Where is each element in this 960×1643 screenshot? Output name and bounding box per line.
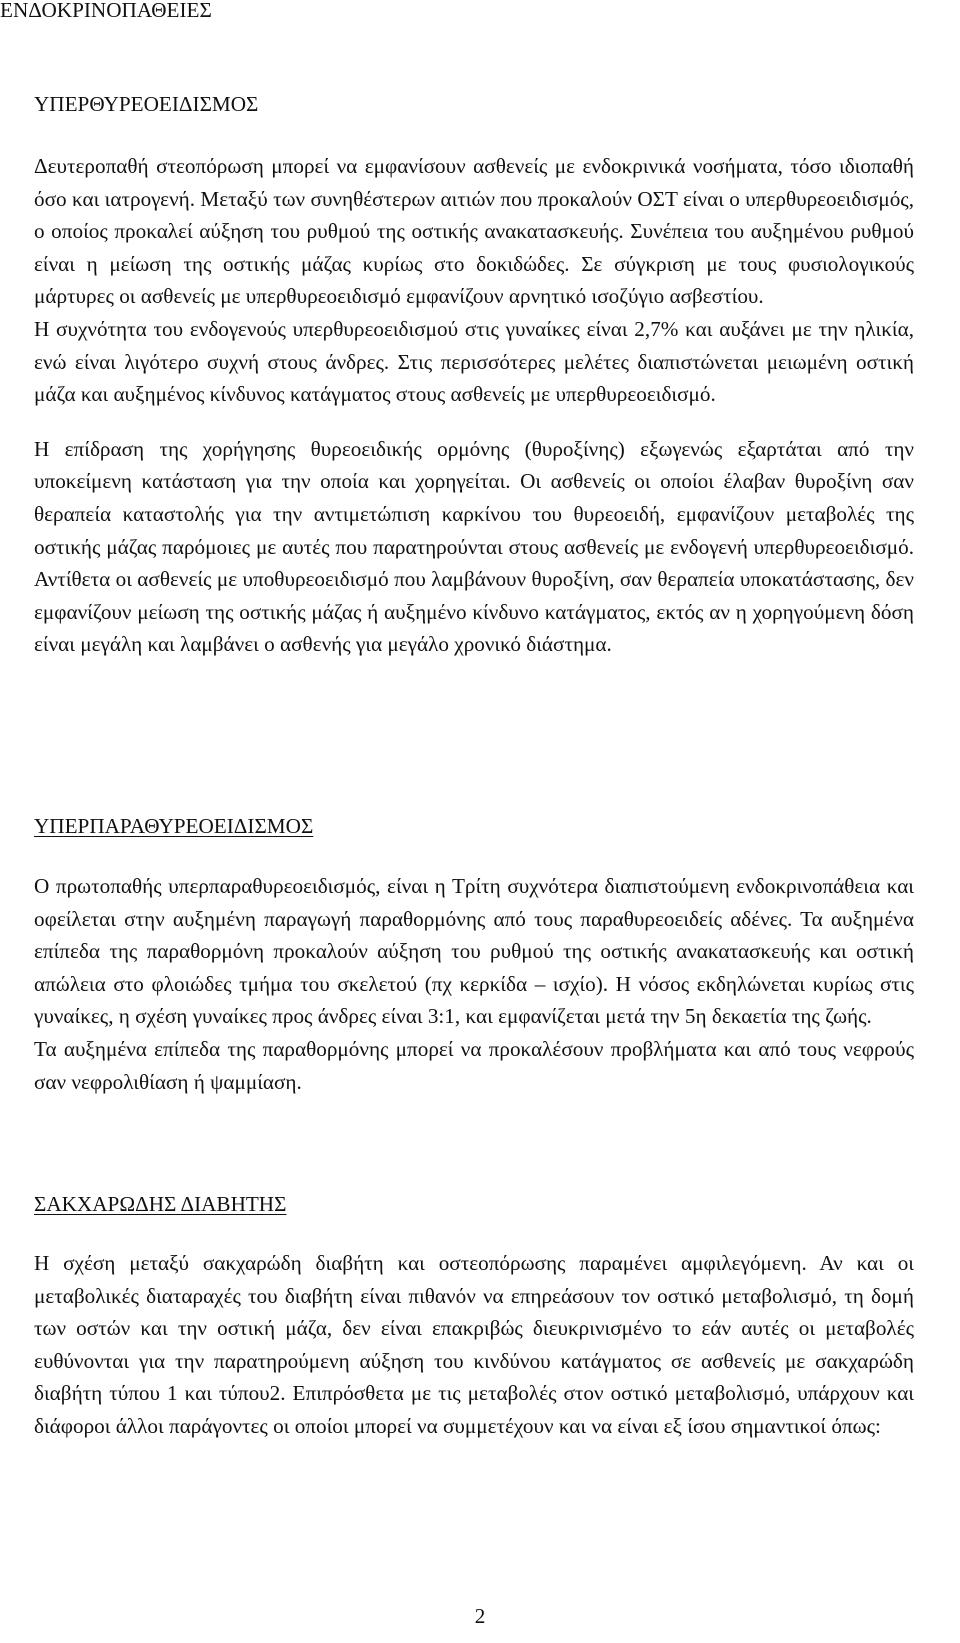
paragraph: Η επίδραση της χορήγησης θυρεοειδικής ορμόνης (θυροξίνης) εξωγενώς εξαρτάται από την υποκείμενη κατάσταση για την οποία και χορηγείται. Οι ασθενείς οι οποίοι έλαβαν θυροξίνη σαν θεραπεία καταστολής για την αντιμετώπιση καρκίνου του θυρεοειδή, εμφανίζουν μεταβολές της οστικής μάζας παρόμοιες με αυτές που παρατηρούνται στους ασθενείς με ενδογενή υπερθυρεοειδισμό. Αντίθετα οι ασθενείς με υποθυρεοειδισμό που λαμβάνουν θυροξίνη, σαν θεραπεία υποκατάστασης, δεν εμφανίζουν μείωση της οστικής μάζας ή αυξημένο κίνδυνο κατάγματος, εκτός αν η χορηγούμενη δόση είναι μεγάλη και λαμβάνει ο ασθενής για μεγάλο χρονικό διάστημα.: [34, 436, 914, 657]
paragraph: Δευτεροπαθή στεοπόρωση μπορεί να εμφανίσουν ασθενείς με ενδοκρινικά νοσήματα, τόσο ιδιοπαθή όσο και ιατρογενή. Μεταξύ των συνηθέστερων αιτιών που προκαλούν ΟΣΤ είναι ο υπερθυρεοειδισμός, ο οποίος προκαλεί αύξηση του ρυθμού της οστικής ανακατασκευής. Συνέπεια του αυξημένου ρυθμού είναι η μείωση της οστικής μάζας κυρίως στο δοκιδώδες. Σε σύγκριση με τους φυσιολογικούς μάρτυρες οι ασθενείς με υπερθυρεοειδισμό εμφανίζουν αρνητικό ισοζύγιο ασβεστίου.: [34, 154, 914, 309]
paragraph: Η σχέση μεταξύ σακχαρώδη διαβήτη και οστεοπόρωσης παραμένει αμφιλεγόμενη. Αν και οι μεταβολικές διαταραχές του διαβήτη είναι πιθανόν να επηρεάσουν τον οστικό μεταβολισμό, τη δομή των οστών και την οστική μάζα, δεν είναι επακριβώς διευκρινισμένο το εάν αυτές οι μεταβολές ευθύνονται για την παρατηρούμενη αύξηση του κινδύνου κατάγματος σε ασθενείς με σακχαρώδη διαβήτη τύπου 1 και τύπου2. Επιπρόσθετα με τις μεταβολές στον οστικό μεταβολισμό, υπάρχουν και διάφοροι άλλοι παράγοντες οι οποίοι μπορεί να συμμετέχουν και να είναι εξ ίσου σημαντικοί όπως:: [34, 1251, 914, 1438]
page-number: 2: [474, 1604, 486, 1628]
section-heading-diabetes: ΣΑΚΧΑΡΩΔΗΣ ΔΙΑΒΗΤΗΣ: [34, 1192, 287, 1216]
section-body-hyperthyroidism: [34, 150, 914, 661]
section-body-diabetes: [34, 1247, 914, 1443]
paragraph: Ο πρωτοπαθής υπερπαραθυρεοειδισμός, είναι η Τρίτη συχνότερα διαπιστούμενη ενδοκρινοπάθεια και οφείλεται στην αυξημένη παραγωγή παραθορμόνης από τους παραθυρεοειδείς αδένες. Τα αυξημένα επίπεδα της παραθορμόνη προκαλούν αύξηση του ρυθμού της οστικής ανακατασκευής και οστική απώλεια στο φλοιώδες τμήμα του σκελετού (πχ κερκίδα – ισχίο). Η νόσος εκδηλώνεται κυρίως στις γυναίκες, η σχέση γυναίκες προς άνδρες είναι 3:1, και εμφανίζεται μετά την 5η δεκαετία της ζωής.: [34, 874, 914, 1029]
section-heading-hyperthyroidism: ΥΠΕΡΘΥΡΕΟΕΙΔΙΣΜΟΣ: [34, 92, 259, 116]
section-heading-hyperparathyroidism: ΥΠΕΡΠΑΡΑΘΥΡΕΟΕΙΔΙΣΜΟΣ: [34, 814, 314, 838]
section-body-hyperparathyroidism: [34, 870, 914, 1098]
paragraph: Η συχνότητα του ενδογενούς υπερθυρεοειδισμού στις γυναίκες είναι 2,7% και αυξάνει με την ηλικία, ενώ είναι λιγότερο συχνή στους άνδρες. Στις περισσότερες μελέτες διαπιστώνεται μειωμένη οστική μάζα και αυξημένος κίνδυνος κατάγματος στους ασθενείς με υπερθυρεοειδισμό.: [34, 316, 914, 407]
paragraph: Τα αυξημένα επίπεδα της παραθορμόνης μπορεί να προκαλέσουν προβλήματα και από τους νεφρούς σαν νεφρολιθίαση ή ψαμμίαση.: [34, 1036, 914, 1094]
document-title: ΕΝΔΟΚΡΙΝΟΠΑΘΕΙΕΣ: [0, 0, 212, 22]
